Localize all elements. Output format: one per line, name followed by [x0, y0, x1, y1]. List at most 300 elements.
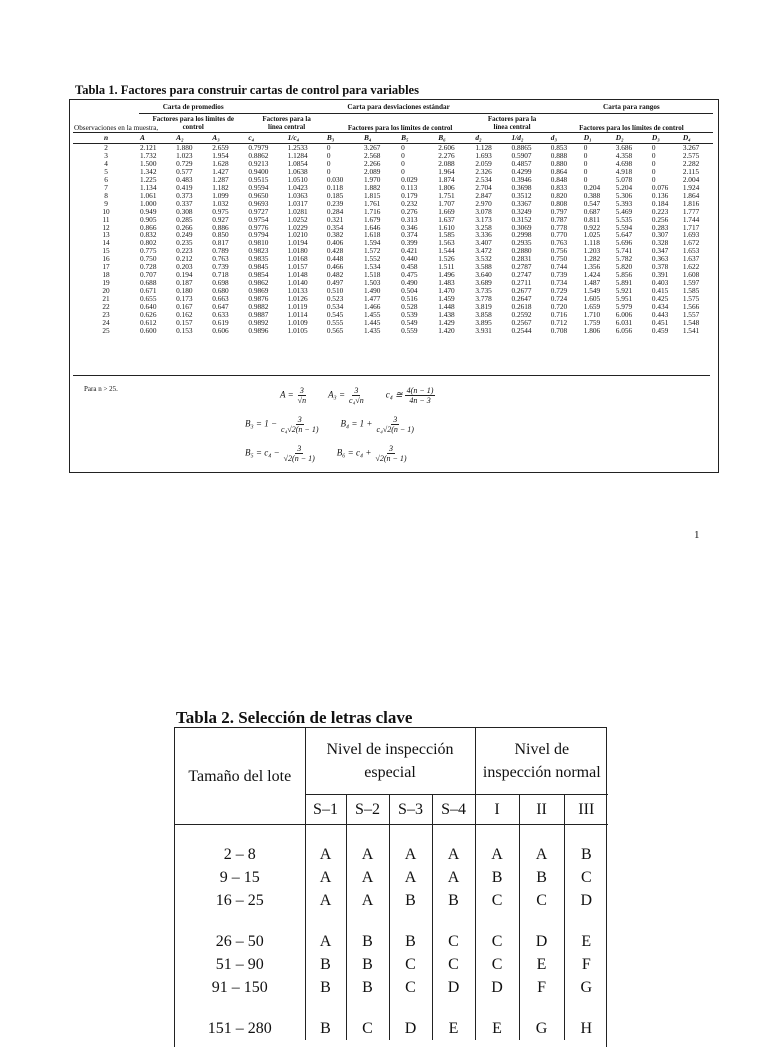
spacer-cell	[346, 999, 389, 1017]
factor-cell: 1.1284	[287, 150, 308, 160]
row-n-cell: 7	[104, 182, 108, 192]
factor-cell: 0.905	[140, 214, 157, 224]
factor-cell: 3.588	[475, 262, 492, 272]
factor-cell: 1.500	[140, 158, 157, 168]
factor-cell: 6.056	[615, 325, 633, 335]
row-n-cell: 8	[104, 190, 108, 200]
factor-cell: 0	[326, 143, 331, 152]
factor-cell: 0.850	[212, 230, 229, 240]
factor-cell: 1.0229	[287, 222, 308, 232]
factor-cell: 2.704	[475, 182, 492, 192]
factor-cell: 0.153	[176, 325, 193, 335]
code-letter-cell: A	[389, 843, 432, 866]
spacer-cell	[564, 912, 608, 930]
factor-cell: 0.516	[401, 294, 418, 304]
factor-cell: 1.134	[140, 182, 157, 192]
factor-cell: 1.669	[438, 206, 455, 216]
factor-cell: 4.698	[615, 158, 633, 168]
table-row	[175, 1017, 608, 1040]
factor-cell: 1.118	[583, 238, 600, 248]
factor-cell: 3.686	[615, 143, 633, 152]
factor-cell: 1.744	[682, 214, 700, 224]
factor-cell: 0.770	[550, 230, 568, 240]
factor-cell: 0	[651, 158, 656, 168]
factor-cell: 0	[651, 174, 656, 184]
factor-cell: 0.378	[651, 262, 669, 272]
table2-box	[174, 727, 607, 1047]
factor-cell: 0.185	[326, 190, 344, 200]
column-header-6: B₃	[326, 133, 363, 144]
factor-cell: 1.954	[212, 150, 229, 160]
factor-cell: 1.605	[583, 294, 601, 304]
factor-cell: 0.729	[550, 286, 568, 296]
factor-cell: 0.2787	[511, 262, 532, 272]
column-header-5: 1/c₄	[287, 133, 326, 144]
code-letter-cell: A	[519, 843, 564, 866]
spacer-cell	[432, 912, 475, 930]
factor-cell: 0.811	[583, 214, 600, 224]
factor-cell: 3.895	[475, 317, 492, 327]
factor-cell: 0.118	[326, 182, 343, 192]
factor-cell: 0.3946	[511, 174, 532, 184]
code-letter-cell: B	[564, 843, 608, 866]
row-n-cell: 21	[102, 294, 110, 304]
code-letter-cell: D	[564, 889, 608, 912]
factor-cell: 0.528	[401, 302, 418, 312]
factor-cell: 0.239	[326, 198, 344, 208]
table-row	[73, 327, 713, 335]
factor-cell: 0.9650	[248, 190, 269, 200]
code-letter-cell: E	[432, 1017, 475, 1040]
code-letter-cell: C	[475, 953, 519, 976]
factor-cell: 1.575	[682, 294, 700, 304]
factor-cell: 1.585	[682, 286, 700, 296]
factor-cell: 5.204	[615, 182, 633, 192]
table-row	[175, 953, 608, 976]
factor-cell: 5.393	[615, 198, 633, 208]
factor-cell: 1.287	[212, 174, 229, 184]
factor-cell: 0.866	[140, 222, 157, 232]
factor-cell: 0.577	[176, 166, 193, 176]
factor-cell: 0.2567	[511, 317, 532, 327]
factor-cell: 3.931	[475, 325, 492, 335]
level-header-2: S–3	[389, 795, 432, 825]
spacer-cell	[389, 999, 432, 1017]
table1-footer-rule	[73, 375, 710, 376]
factor-cell: 0.9869	[248, 286, 269, 296]
factor-cell: 2.089	[363, 166, 381, 176]
factor-cell: 0	[583, 166, 588, 176]
factor-cell: 2.115	[682, 166, 699, 176]
factor-cell: 0	[401, 158, 405, 168]
code-letter-cell: B	[389, 889, 432, 912]
factor-cell: 1.622	[682, 262, 700, 272]
factor-cell: 0.194	[176, 270, 193, 280]
factor-cell: 1.487	[583, 278, 601, 288]
factor-cell: 1.544	[438, 246, 455, 256]
factor-cell: 1.0133	[287, 286, 308, 296]
factor-cell: 2.534	[475, 174, 492, 184]
spacer-cell	[305, 912, 346, 930]
factor-cell: 0.440	[401, 254, 418, 264]
factor-cell: 1.585	[438, 230, 455, 240]
factor-cell: 2.568	[363, 150, 381, 160]
row-n-cell: 18	[102, 270, 110, 280]
factor-cell: 0.030	[326, 174, 344, 184]
spacer-cell	[175, 825, 305, 844]
group-spacer	[175, 912, 608, 930]
factor-cell: 0.9727	[248, 206, 269, 216]
factor-cell: 1.0510	[287, 174, 308, 184]
factor-cell: 0.612	[140, 317, 157, 327]
column-header-0: n	[73, 133, 139, 144]
factor-cell: 0.510	[326, 286, 344, 296]
code-letter-cell: C	[389, 976, 432, 999]
factor-cell: 0.5907	[511, 150, 532, 160]
code-letter-cell: C	[432, 930, 475, 953]
factor-cell: 0.9515	[248, 174, 269, 184]
factor-cell: 1.880	[176, 143, 193, 152]
spacer-cell	[475, 825, 519, 844]
column-header-9: B₆	[437, 133, 474, 144]
factor-cell: 0.2544	[511, 325, 532, 335]
factor-cell: 0.421	[401, 246, 418, 256]
factor-cell: 1.637	[682, 254, 700, 264]
factor-cell: 2.659	[212, 143, 229, 152]
factor-cell: 1.0317	[287, 198, 308, 208]
factor-cell: 0.497	[326, 278, 344, 288]
factor-cell: 4.918	[615, 166, 633, 176]
factor-cell: 1.759	[583, 317, 601, 327]
factor-cell: 0.975	[212, 206, 229, 216]
code-letter-cell: D	[432, 976, 475, 999]
factor-cell: 2.266	[363, 158, 381, 168]
factor-cell: 0.403	[651, 278, 669, 288]
level-header-5: II	[519, 795, 564, 825]
factor-cell: 1.0126	[287, 294, 308, 304]
spacer-cell	[475, 912, 519, 930]
factor-cell: 0.256	[651, 214, 669, 224]
factor-cell: 0.458	[401, 262, 418, 272]
factor-cell: 0.750	[550, 254, 568, 264]
code-letter-cell: C	[346, 1017, 389, 1040]
code-letter-cell: A	[432, 866, 475, 889]
factor-cell: 5.594	[615, 222, 633, 232]
factor-cell: 1.455	[363, 310, 381, 320]
factor-cell: 0.712	[550, 317, 568, 327]
factor-cell: 0.235	[176, 238, 193, 248]
factor-cell: 0.4857	[511, 158, 532, 168]
row-n-cell: 9	[104, 198, 108, 208]
code-letter-cell: B	[475, 866, 519, 889]
factor-cell: 2.276	[438, 150, 455, 160]
code-letter-cell: C	[564, 866, 608, 889]
factor-cell: 0.406	[326, 238, 344, 248]
factor-cell: 0.9835	[248, 254, 269, 264]
factor-cell: 0.708	[550, 325, 568, 335]
factor-cell: 1.483	[438, 278, 455, 288]
factor-cell: 0.382	[326, 230, 344, 240]
factor-cell: 0.223	[651, 206, 669, 216]
level-header-4: I	[475, 795, 519, 825]
factor-cell: 0.688	[140, 278, 157, 288]
factor-cell: 1.203	[583, 246, 601, 256]
factor-cell: 1.717	[682, 222, 700, 232]
code-letter-cell: D	[475, 976, 519, 999]
factor-cell: 0.9823	[248, 246, 269, 256]
factor-cell: 1.924	[682, 182, 700, 192]
level-header-0: S–1	[305, 795, 346, 825]
factor-cell: 0.559	[401, 325, 418, 335]
table2-title: Tabla 2. Selección de letras clave	[176, 708, 413, 727]
factor-cell: 0.922	[583, 222, 601, 232]
code-letter-cell: A	[305, 889, 346, 912]
column-header-10: d₂	[474, 133, 510, 144]
factor-cell: 0	[326, 166, 331, 176]
code-letter-cell: B	[346, 930, 389, 953]
table-row	[175, 976, 608, 999]
factor-cell: 0.321	[326, 214, 344, 224]
factor-cell: 3.778	[475, 294, 492, 304]
factor-cell: 1.435	[363, 325, 381, 335]
row-n-cell: 4	[104, 158, 108, 168]
factor-cell: 1.225	[140, 174, 157, 184]
row-n-cell: 12	[102, 222, 110, 232]
factor-cell: 0.680	[212, 286, 229, 296]
sub-rango-central: Factores para la línea central	[474, 114, 549, 133]
factor-cell: 0.466	[326, 262, 344, 272]
factor-cell: 0.204	[583, 182, 601, 192]
factor-cell: 1.653	[682, 246, 700, 256]
factor-cell: 0.778	[550, 222, 568, 232]
code-letter-cell: D	[389, 1017, 432, 1040]
factor-cell: 1.503	[363, 278, 381, 288]
row-n-cell: 19	[102, 278, 110, 288]
factor-cell: 0.739	[212, 262, 229, 272]
formula-b3: B₃ = 1 − $\frac{3}{\text{c₄√2(n − 1)}}$	[245, 415, 319, 434]
factor-cell: 0.346	[401, 222, 418, 232]
factor-cell: 0.2998	[511, 230, 532, 240]
factor-cell: 0.820	[550, 190, 568, 200]
factor-cell: 0.720	[550, 302, 568, 312]
column-header-15: D₃	[651, 133, 682, 144]
factor-cell: 1.099	[212, 190, 229, 200]
factor-cell: 0.428	[326, 246, 344, 256]
factor-cell: 0.328	[651, 238, 669, 248]
factor-cell: 2.088	[438, 158, 455, 168]
factor-cell: 3.858	[475, 310, 492, 320]
row-n-cell: 22	[102, 302, 110, 312]
factor-cell: 6.031	[615, 317, 633, 327]
factor-cell: 0	[651, 150, 656, 160]
factor-cell: 2.282	[682, 158, 700, 168]
factor-cell: 0.619	[212, 317, 229, 327]
code-letter-cell: B	[432, 889, 475, 912]
factor-cell: 0.9754	[248, 214, 269, 224]
code-letter-cell: H	[564, 1017, 608, 1040]
column-header-8: B₅	[400, 133, 437, 144]
table-row	[175, 866, 608, 889]
group-rangos: Carta para rangos	[550, 102, 713, 114]
factor-cell: 1.0252	[287, 214, 308, 224]
formulas	[245, 386, 437, 473]
factor-cell: 0.451	[651, 317, 669, 327]
code-letter-cell: C	[475, 889, 519, 912]
factor-cell: 5.306	[615, 190, 633, 200]
column-header-7: B₄	[363, 133, 400, 144]
factor-cell: 0.475	[401, 270, 418, 280]
factor-cell: 1.637	[438, 214, 455, 224]
factor-cell: 0.729	[176, 158, 193, 168]
factor-cell: 1.970	[363, 174, 381, 184]
group-desviaciones: Carta para desviaciones estándar	[247, 102, 549, 114]
factor-cell: 0.184	[651, 198, 669, 208]
factor-cell: 3.532	[475, 254, 492, 264]
factor-cell: 1.0194	[287, 238, 308, 248]
factor-cell: 0.787	[550, 214, 568, 224]
factor-cell: 1.548	[682, 317, 700, 327]
factor-cell: 5.741	[615, 246, 633, 256]
factor-cell: 0.9892	[248, 317, 269, 327]
factor-cell: 0.763	[212, 254, 229, 264]
factor-cell: 0.179	[401, 190, 418, 200]
spacer-cell	[519, 999, 564, 1017]
special-level-header: Nivel de inspección especial	[305, 728, 475, 795]
factor-cell: 1.0148	[287, 270, 308, 280]
factor-cell: 0.419	[176, 182, 193, 192]
code-letter-cell: C	[475, 930, 519, 953]
factor-cell: 0.276	[401, 206, 418, 216]
factor-cell: 1.659	[583, 302, 601, 312]
table1-box	[69, 99, 719, 473]
factor-cell: 5.647	[615, 230, 633, 240]
factor-cell: 1.448	[438, 302, 455, 312]
factor-cell: 0.8862	[248, 150, 269, 160]
row-n-cell: 17	[102, 262, 110, 272]
factor-cell: 1.282	[583, 254, 601, 264]
footnote: Para n > 25.	[84, 385, 118, 393]
code-letter-cell: A	[389, 866, 432, 889]
formula-b5: B₅ = c₄ − $\frac{3}{√2(n - 1)}$	[245, 444, 315, 463]
factor-cell: 1.342	[140, 166, 157, 176]
factor-cell: 3.689	[475, 278, 492, 288]
factor-cell: 0.373	[176, 190, 193, 200]
factor-cell: 1.0109	[287, 317, 308, 327]
factor-cell: 0.232	[401, 198, 418, 208]
factor-cell: 5.535	[615, 214, 633, 224]
level-header-3: S–4	[432, 795, 475, 825]
factor-cell: 1.0114	[287, 310, 308, 320]
row-n-cell: 15	[102, 246, 110, 256]
factor-cell: 1.707	[438, 198, 455, 208]
factor-cell: 4.358	[615, 150, 633, 160]
factor-cell: 3.258	[475, 222, 492, 232]
factor-cell: 1.693	[682, 230, 700, 240]
factor-cell: 0.187	[176, 278, 193, 288]
factor-cell: 1.672	[682, 238, 700, 248]
code-letter-cell: A	[346, 843, 389, 866]
factor-cell: 1.646	[363, 222, 381, 232]
factor-cell: 0.9887	[248, 310, 269, 320]
spacer-cell	[305, 999, 346, 1017]
factor-cell: 0.718	[212, 270, 229, 280]
column-header-2: A₂	[175, 133, 211, 144]
table-row	[175, 930, 608, 953]
factor-cell: 0.880	[550, 158, 568, 168]
row-n-cell: 16	[102, 254, 110, 264]
factor-cell: 2.059	[475, 158, 492, 168]
factor-cell: 0.808	[550, 198, 568, 208]
factor-cell: 0.9845	[248, 262, 269, 272]
factor-cell: 1.816	[682, 198, 700, 208]
factor-cell: 1.459	[438, 294, 455, 304]
factor-cell: 1.0105	[287, 325, 308, 335]
factor-cell: 0.9810	[248, 238, 269, 248]
factor-cell: 3.267	[682, 143, 700, 152]
factor-cell: 1.466	[363, 302, 381, 312]
factor-cell: 1.0854	[287, 158, 308, 168]
factor-cell: 2.575	[682, 150, 700, 160]
factor-cell: 5.696	[615, 238, 633, 248]
factor-cell: 0	[401, 143, 405, 152]
row-n-cell: 14	[102, 238, 110, 248]
spacer-cell	[519, 825, 564, 844]
factor-cell: 0.547	[583, 198, 601, 208]
factor-cell: 0.888	[550, 150, 568, 160]
factor-cell: 0.797	[550, 206, 568, 216]
code-letter-cell: E	[564, 930, 608, 953]
factor-cell: 2.970	[475, 198, 492, 208]
column-header-11: 1/d₂	[511, 133, 550, 144]
code-letter-cell: A	[432, 843, 475, 866]
factor-cell: 0.756	[550, 246, 568, 256]
lot-size-cell: 2 – 8	[223, 845, 256, 863]
code-letter-cell: F	[564, 953, 608, 976]
code-letter-cell: C	[432, 953, 475, 976]
factor-cell: 0.802	[140, 238, 157, 248]
factor-cell: 0.388	[583, 190, 601, 200]
row-n-cell: 25	[102, 325, 110, 335]
factor-cell: 0.9693	[248, 198, 269, 208]
formula-a3: A₃ = $\frac{3}{\text{c₄√n}}$	[328, 386, 364, 405]
factor-cell: 0.391	[651, 270, 669, 280]
factor-cell: 0.663	[212, 294, 229, 304]
sub-rango-limites: Factores para los límites de control	[550, 114, 713, 133]
factor-cell: 0	[651, 143, 656, 152]
factor-cell: 0.3152	[511, 214, 532, 224]
factor-cell: 1.563	[438, 238, 455, 248]
spacer-cell	[305, 825, 346, 844]
table-row	[175, 889, 608, 912]
row-n-cell: 24	[102, 317, 110, 327]
factor-cell: 1.0119	[287, 302, 308, 312]
factor-cell: 0.3512	[511, 190, 532, 200]
factor-cell: 0.337	[176, 198, 193, 208]
factor-cell: 1.0180	[287, 246, 308, 256]
code-letter-cell: F	[519, 976, 564, 999]
factor-cell: 1.0423	[287, 182, 308, 192]
spacer-cell	[175, 999, 305, 1017]
factor-cell: 2.121	[140, 143, 157, 152]
factor-cell: 0.744	[550, 262, 568, 272]
factor-cell: 1.0281	[287, 206, 308, 216]
factor-cell: 0.399	[401, 238, 418, 248]
code-letter-cell: A	[305, 866, 346, 889]
factor-cell: 0.633	[212, 310, 229, 320]
factor-cell: 0	[326, 150, 331, 160]
row-n-cell: 20	[102, 286, 110, 296]
factor-cell: 0.249	[176, 230, 193, 240]
